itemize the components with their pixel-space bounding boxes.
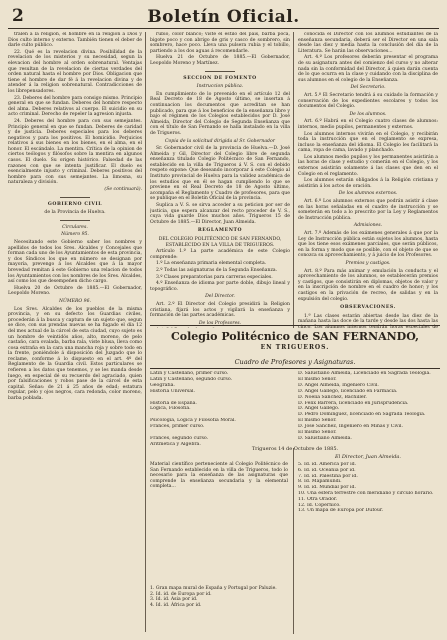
colegio-title: Colegio Politécnico de SAN FERNANDO, (171, 330, 419, 343)
paragraph: Sr. Gobernador civil de la provincia de Huelva.—D. José Almeida y Gil, Director del Colegio libre de segunda enseñanza titulado Colegio Politécnico de San Fernando, establecido en la villa de Trigueros á V. S. con el debido respeto expone: Que deseando incorporar á este Colegio al Instituto provincial de Huelva para la validez académica de los estudios que en él se hagan cumpliendo lo que se previene en el Real Decreto de 18 de Agosto último, acompaña el Reglamento y Cuadro de profesores, para que se publique en el Boletín Oficial de la provincia. (150, 146, 290, 202)
paragraph: En cumplimiento de lo prevenido en el artículo 12 del Real Decreto de 18 de Agosto último, se insertan á continuacion los documentos que acreditan se han publicado, para que á los beneficios de la enseñanza libre y bajo el régimen de los Colegios establecidos por D. José Almeida, Director del Colegio de Segunda Enseñanza que con el título de San Fernando se halla instalado en la villa de Trigueros. (150, 91, 290, 136)
subject-row: Historia de España. (150, 400, 197, 406)
teacher-row: D. José Sánchez, Ingeniero en Minas y Civil. (298, 424, 403, 430)
circulares-heading: Circulares. (62, 224, 88, 230)
paragraph: Art. 6.º Habrá en el Colegio cuatro clases de alumnos: internos, medio pupilos, permanentes y externos. (298, 119, 438, 130)
paragraph: 24. Deberes del hombre para con sus semejantes. Principio general en que se fundan. Deberes de caridad y de justicia. Deberes especiales para los deberes negativos y para los positivos. El homicidio. Perjuicios relativos á sus bienes en los bienes, en el alma, en el honor. El escándalo. La mentira. Crítica de la opinion de ciertos teólogos y filósofos sobre la mentira en algunos casos. El duelo. Su origen histórico. Falsedad de las razones con que se intenta justificar. El duelo es esencialmente injusto y criminal. Deberes positivos del hombre para con sus semejantes. La limosna, su naturaleza y división. (8, 118, 142, 186)
subject-row: Latin y Castellano, primer curso. (150, 371, 229, 376)
material-item: 9. Id. id. Mundial por id. (298, 485, 356, 491)
teacher-row: D. Felix Barrera, licenciado en Jurisprudencia. (298, 400, 409, 406)
column-1 (8, 32, 142, 632)
reglamento-heading: REGLAMENTO (197, 228, 243, 234)
teacher-row: El mismo Señor. (298, 430, 337, 436)
block-rule (150, 325, 440, 326)
paragraph: Art. 6.º Los alumnos externos que podrán asistir á clase en las horas señaladas en el cuadro de instrucción y se someterán en todo a lo prescrito por la Ley y Reglamentos de Instrucción pública. (298, 199, 438, 221)
paragraph: Art. 8.º Para más animar y emulación la conducta y el aprovechamiento de los alumnos, se establecerán premios y castigos, que consistirán en diplomas, objetos de valor y en la inscripción de nombre en el cuadro de honor; y los castigos en la privación de recreo, de salidas y en la expulsión del colegio. (298, 268, 438, 302)
teacher-row: D. Ángel Gallego, licenciado en Farmacia. (298, 388, 398, 394)
subject-row: Geografía. (150, 382, 175, 388)
paragraph: tralen á la religion, el hombre en la religion á Dios y Dios culto interno y externo. También tienen el deber de darle culto público. (8, 32, 142, 49)
paragraph: 23. Deberes del hombre para consigo mismo. Principio general en que se fundan. Deberes del hombre respecto del alma. Deberes relativos al cuerpo. El suicidio en su acto criminal. Derecho de repeler la agresion injusta. (8, 95, 142, 118)
teacher-row: D. Salustiano Almeida, Licenciado en Sagrada Teología. (298, 371, 431, 376)
paragraph: Artículo 1.º La parte académica de este Colegio comprende: (150, 249, 290, 260)
teacher-row: D. Pedro Domínguez, licenciado en Sagrada Teología. (298, 412, 426, 418)
material-item: 13. Un mapa de Europa por Dufour. (298, 508, 384, 514)
subheading: Copia de la solicitud dirigida al Sr. Gobernador (165, 138, 275, 144)
newspaper-title: Boletín Oficial. (147, 7, 300, 27)
teacher-row: D. Ángel Gallego. (298, 406, 340, 412)
material-list-right (298, 462, 438, 514)
signature: Huelva 21 de Octubre de 1885.—El Gobernador, Leopoldo Moreno y Martínez. (150, 55, 290, 66)
paragraph: Los alumnos medio pupilos y los permanentes asistirán a las horas de clase y estudio y comerán en el Colegio, y los externos asistirán solamente á las clases que den en el Colegio en el reglamento. (298, 154, 438, 177)
numero-heading: NÚMERO 96. (59, 298, 91, 304)
material-item: 11. Otra Orador. (298, 496, 338, 502)
subject-row: Latin y Castellano, segundo curso. (150, 376, 233, 382)
paragraph: conocida el Director con los alumnos estudiantes de la enseñanza secundaria, deberá ser el Director en una sala desde las diez y media hasta la conclusión del día de la Literatura. Se harán las observaciones... (298, 32, 438, 54)
colegio-subtitle: EN TRIGUEROS. (260, 344, 330, 351)
paragraph: Huelva 20 de Octubre de 1885.—El Gobernador, Leopoldo Moreno. (8, 285, 142, 297)
paragraph: 2.º Todas las asignaturas de la Segunda Enseñanza. (156, 267, 278, 273)
paragraph: 1.º La enseñanza primaria elemental completa. (156, 261, 267, 267)
block-rule (150, 368, 440, 369)
material-item: 6. Id. id. Oceanía por id. (298, 467, 356, 473)
material-paragraph: Material científico perteneciente al Colegio Politécnico de San Fernando establecido en la villa de Trigueros, todo lo necesario para la enseñanza de las asignaturas que comprende la enseñanza secundaria y la elemental completa... (150, 462, 288, 490)
separator (205, 71, 235, 72)
subheading: De los alumnos externos. (338, 191, 398, 197)
separator (60, 197, 90, 198)
material-item: 3. Id. id. Asia por id. (150, 597, 198, 603)
subheading: Admisiones. (353, 223, 383, 229)
colegio-director: El Director, Juan Almeida. (335, 454, 401, 460)
paragraph: Art. 5.º El Secretario tendrá á su cuidado la formación y conservación de los expedientes escolares y todos los documentos del Colegio. (298, 92, 438, 110)
section-subheading: Instruccion pública. (196, 84, 244, 90)
paragraph: 1.ª Las clases estarán abiertas desde las diez de la mañana hasta las doce de la tarde y desde las dos hasta las cinco. Los alumnos internos tendrán horas especiales de (298, 313, 438, 328)
material-item: 7. Id. id. Palestina por id. (298, 473, 358, 479)
paragraph: Art. 4.º Los profesores deberán presentar el programa de su asignatura antes del comienzo del curso y no alterar nada sin la conformidad del Director, á quien darán cuenta de lo que ocurra en la clase y cuidando con la disciplina de sus alumnos en el colegio de la Enseñanza. (298, 55, 438, 83)
teacher-row: D. Noelia Sanchez, Bachiller. (298, 394, 367, 400)
material-item: 12. Id. Copérnico. (298, 502, 341, 508)
separator (60, 220, 90, 221)
teacher-row: El mismo Señor. (298, 418, 337, 424)
numero-heading: Número 95. (61, 232, 89, 238)
subheading: Del Director. (205, 294, 235, 300)
column-divider (145, 32, 146, 632)
teacher-row: El mismo Señor. (298, 376, 337, 382)
header-rule (8, 28, 439, 29)
observaciones-heading: OBSERVACIONES. (340, 305, 396, 311)
paragraph: Art. 7.º Además de los exámenes generales á que por la Ley de Instrucción pública están sujetos los alumnos, hasta que los tiene esos exámenes parciales, que serán públicos, en la forma y modo que se posible, con el objeto de que se conozca su aprovechamiento, y á juicio de los Profesores. (298, 231, 438, 259)
material-item: 1. Gran mapa mural de España y Portugal por Paluzie. (150, 586, 277, 591)
continuation-note: (Se continuará). (104, 187, 142, 193)
paragraph: Los alumnos internos vivirán en el Colegio, y recibirán toda la instrucción que en el reglamento se expresa, incluso la enseñanza del idioma. El Colegio les facilitará la cama, ropa de cama, lavado y planchado. (298, 131, 438, 154)
teacher-row: D. Salustiano Almeida. (298, 435, 352, 441)
paragraph: Los Sres. Alcaldes de los pueblos de la misma provincia, y en su defecto los Guardias civiles, procederán á la busca y captura de un sujeto que, segun se dice, con sus prendas nuevas se ha fugado el día 12 del mes actual de la cárcel de esta ciudad, cuyo sujeto es un hombre de veintidós años, alto, moreno, de pelo castaño, cara ovalada, barba rala, viste blusa, lleva como cosa extraña en la cara una mancha roja y sobre todo en la frente, poniéndole á disposición del Juzgado que lo reclame, conforme á lo dispuesto en el art. 4º del Reglamento de la Guardia civil. Estos particulares se refieren a los datos que tenemos, y se les manda desde luego, en especial dé su recuerdo del agraciado, quien por falsificaciones y robos pase de la cárcel de esta capital. Señas: de 21 á 25 años de edad; estatura regular, pelo y ojos negros, cara redonda, color moreno, barba poblada. (8, 306, 142, 402)
subject-row: Psicología, Lógica y Filosofía Moral. (150, 418, 236, 424)
column-3 (298, 32, 438, 328)
teacher-row: D. Ángel Almeida, Ingeniero Civil. (298, 382, 379, 388)
subject-row: Aritmética y Álgebra. (150, 441, 201, 447)
paragraph: 4.º Enseñanza de idioma por parte doble, dibujo lineal y topográfico. (150, 281, 290, 292)
material-item: 4. Id. id. África por id. (150, 602, 202, 608)
cuadro-heading: Cuadro de Profesores y Asignaturas. (234, 358, 356, 366)
subheading: De los Profesores. (198, 320, 242, 326)
paragraph: Los alumnos estarán obligados á la Religión cristiana y asistirán á los actos de oración. (298, 178, 438, 189)
column-divider (293, 448, 294, 634)
paragraph: rubio, color blanco; viste el estilo del país, barba poca, bigote poco y con abrigo de gris y casco de sombrero, sin sombrero, hace poco. Lleva una pulsera rubia y el tobillo, partiendo a los dos aguas á recomendarle. (150, 32, 290, 54)
colegio-date: Trigueros 14 de Octubre de 1885. (251, 446, 339, 452)
material-item: 5. Id. id. América por id. (298, 462, 357, 467)
column-2 (150, 32, 290, 328)
paragraph: Necesitando este Gobierno saber los nombres y apellidos de todos los Sres. Alcaldes y Concejales que forman cada uno de los Ayuntamientos de esta provincia, y dos Síndicos los que en número se designan por mayoría, prevengo á los Alcaldes que á la mayor brevedad remitan á este Gobierno una relacion de todos los Ayuntamientos con los nombres de los Sres. Alcaldes, así como los que desempeñen dicho cargo. (8, 240, 142, 285)
paragraph: 22. Qué es la revelacion divina. Posibilidad de la revelacion de los misterios y su necesidad, segun la elevacion del hombre al orden sobrenatural. Ventajas que resultan de la revelacion de ciertas verdades del orden natural hasta el hombre por Dios. Obligacion que tiene el hombre de dar fé á la revelacion divina y de atender á la religion sobrenatural. Contradicciones de los librepensadores. (8, 49, 142, 94)
paragraph: 3.º Clases preparatorias para carreras especiales. (156, 274, 273, 280)
reglamento-subheading: DEL COLEGIO POLITÉCNICO DE SAN FERNANDO, ESTABLECIDO EN LA VILLA DE TRIGUEROS. (158, 237, 282, 248)
subject-row: Francés, primer curso. (150, 424, 205, 430)
subheading: Premios y castigos. (345, 260, 391, 266)
material-item: 2. Id. id. de Europa por id. (150, 591, 212, 597)
column-divider (293, 32, 294, 328)
subheading: De los alumnos. (349, 111, 387, 117)
material-item: 8. Id. Mapamundi. (298, 479, 342, 485)
subject-row: Francés, segundo curso. (150, 435, 209, 441)
section-heading: SECCION DE FOMENTO (183, 75, 257, 81)
section-subheading: de la Provincia de Huelva. (44, 210, 106, 216)
teachers-list (298, 371, 438, 442)
subjects-list (150, 371, 288, 448)
subject-row: Historia Universal. (150, 388, 196, 394)
material-list-left (150, 586, 288, 608)
subject-row: Lógica, Filosofía. (150, 406, 191, 412)
paragraph: Suplica a V. S. se sirva acceder a su peticion por ser de justicia, que espera alcanzar del recto proceder de V. S., cuya vida guarde Dios muchos años. Trigueros 15 de Octubre de 1885.—El Director, Juan Almeida. (150, 203, 290, 225)
paragraph: Art. 2.º El Director del Colegio presidirá la Religion cristiana, fijará los actos y vigilará la enseñanza y formación de las partes académicas. (150, 301, 290, 319)
section-heading: GOBIERNO CIVIL (47, 201, 103, 207)
page-number: 2 (12, 6, 24, 26)
subheading: Del Secretario. (350, 85, 386, 91)
material-item: 10. Una esfera terrestre con meridiano y círculo horario. (298, 490, 434, 496)
masthead (8, 6, 439, 28)
